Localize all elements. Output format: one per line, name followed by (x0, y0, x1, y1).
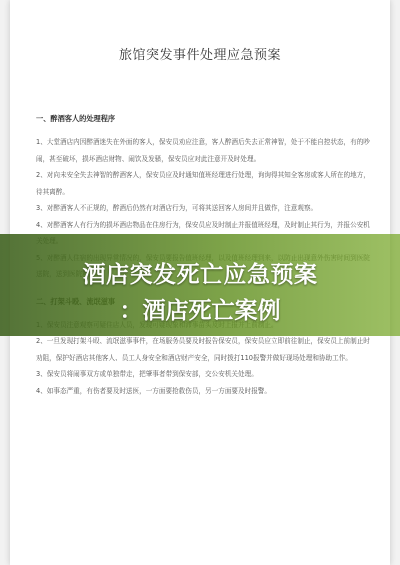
page-fade (20, 535, 380, 565)
overlay-title-line1: 酒店突发死亡应急预案 (82, 262, 318, 288)
paragraph: 3、对醉酒客人不正规的，醉酒后仍然有对酒店行为，可将其送回客人房间并且做作，注意观察。 (36, 204, 318, 212)
overlay-title-line2: ：酒店死亡案例 (119, 298, 281, 324)
paragraph: 3、保安员将闹事双方或单独带走，把肇事者带到保安部，交公安机关处理。 (36, 370, 258, 378)
paragraph: 1、大堂酒店内因醉酒迷失在外面的客人，保安员劝应注意，客人醉酒后失去正常神智，处于不能自控状态，有的吵闹，甚至破坏，损坏酒店财物、闹饮及发骚，保安员应对此注意开及时处理。 (36, 138, 370, 163)
section-heading-drunk-guests: 一、醉酒客人的处理程序 (36, 114, 116, 123)
paragraph: 2、一旦发现打架斗殴、流氓滋事事件，在场服务员要及时报告保安员，保安员应立即前往制止，保安员上前制止时劝阻，保护好酒店其他客人、员工人身安全和酒店财产安全，同时拨打110报警并做好现场处理和协助工作。 (36, 337, 370, 362)
paragraph: 4、如事态严重，有伤者要及时送医，一方面要抢救伤员，另一方面要及时报警。 (36, 386, 271, 395)
paragraph: 4、对醉酒客人有行为的损坏酒店物品在住房行为，保安员应及时制止并报值班经理，及时制止其行为，并报公安机 (36, 220, 370, 229)
document-title: 旅馆突发事件处理应急预案 (118, 48, 281, 63)
paragraph: 2、对向未安全失去神智的醉酒客人，保安员应及时通知值班经理进行处理，询询得其知全客房或客人所在的地方，待其离醉。 (36, 171, 370, 196)
